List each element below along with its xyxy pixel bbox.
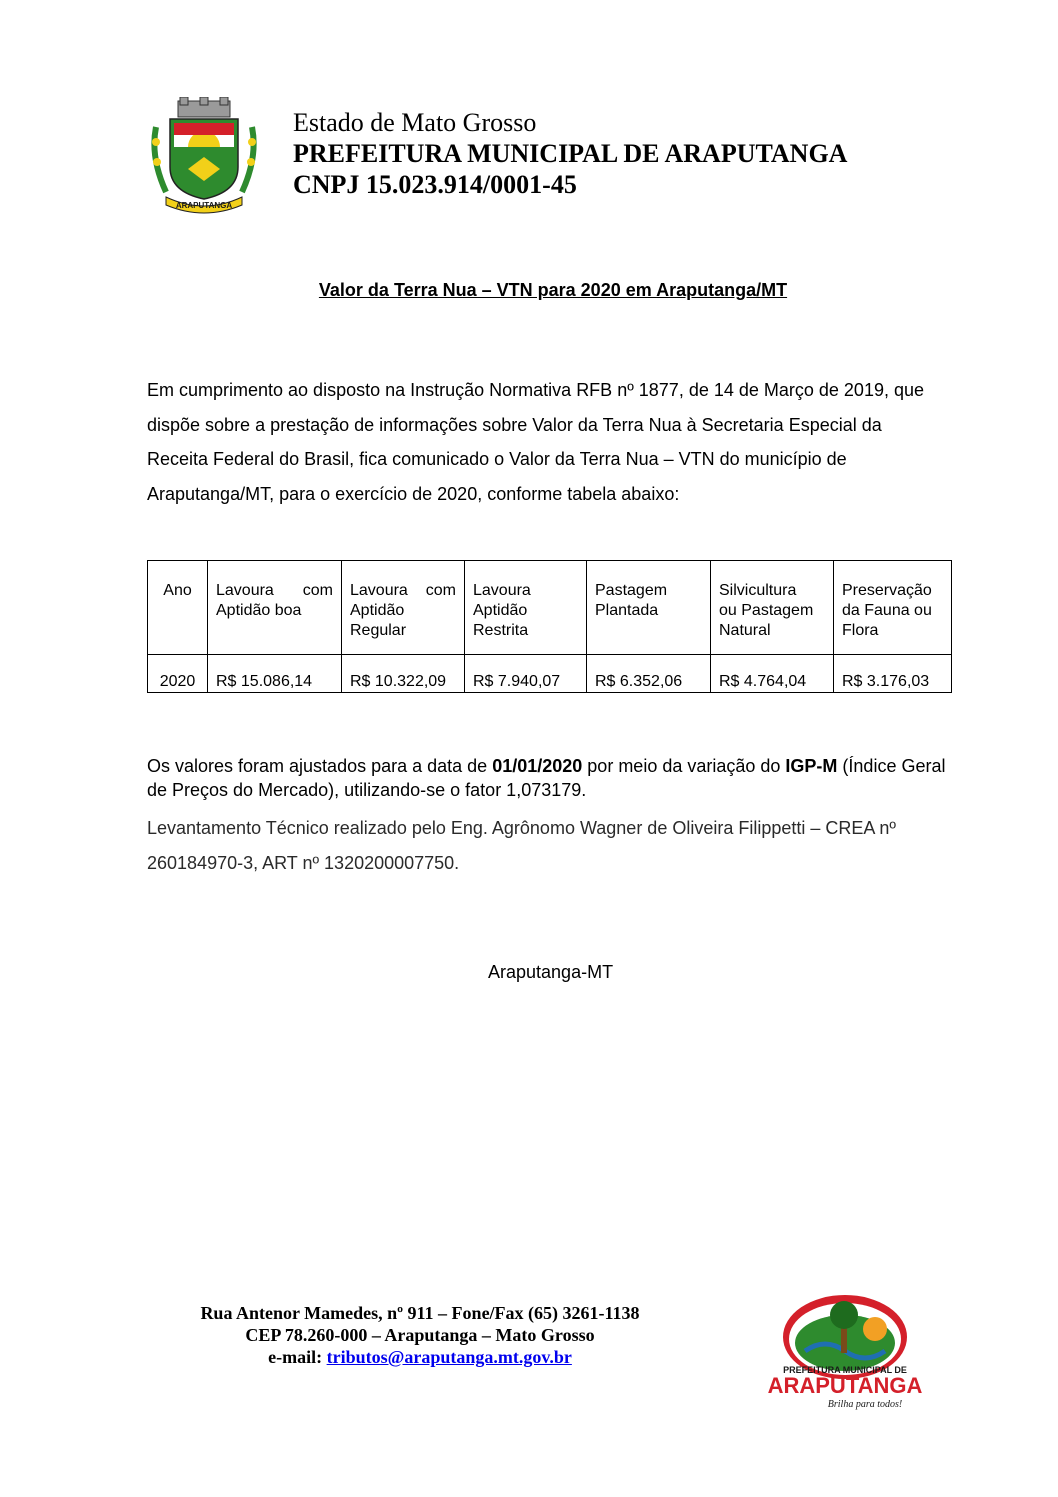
footer-address: Rua Antenor Mamedes, nº 911 – Fone/Fax (65) 3261-1138: [200, 1303, 640, 1323]
cell-silvicultura: R$ 4.764,04: [711, 655, 834, 693]
table-header-row: [148, 561, 952, 655]
cell-lavoura-regular: R$ 10.322,09: [342, 655, 465, 693]
footer-address-block: [160, 1302, 680, 1368]
cell-preservacao: R$ 3.176,03: [834, 655, 952, 693]
table-row: [148, 655, 952, 693]
footer-email-line: e-mail: tributos@araputanga.mt.gov.br: [268, 1347, 572, 1367]
technical-paragraph: Levantamento Técnico realizado pelo Eng. Agrônomo Wagner de Oliveira Filippetti – CREA nº 260184970-3, ART nº 1320200007750.: [147, 818, 896, 873]
vtn-table: [147, 560, 952, 693]
adjust-date: 01/01/2020: [492, 756, 583, 776]
place-signature: Araputanga-MT: [488, 962, 614, 982]
logo-top-text: PREFEITURA MUNICIPAL DE: [783, 1365, 907, 1375]
header-ano: Ano: [148, 561, 208, 655]
adjust-index: IGP-M: [785, 756, 838, 776]
adjustment-paragraph: Os valores foram ajustados para a data de 01/01/2020 por meio da variação do IGP-M (Índice Geral de Preços do Mercado), utilizando-se o fator 1,073179.: [147, 756, 946, 800]
header-lavoura-regular: Lavoura com Aptidão Regular: [342, 561, 465, 655]
intro-paragraph: Em cumprimento ao disposto na Instrução Normativa RFB nº 1877, de 14 de Março de 2019, que dispõe sobre a prestação de informações sobre Valor da Terra Nua à Secretaria Especial da Receita Federal do Brasil, fica comunicado o Valor da Terra Nua – VTN do município de Araputanga/MT, para o exercício de 2020, conforme tabela abaixo:: [147, 380, 924, 504]
header-cnpj: CNPJ 15.023.914/0001-45: [293, 170, 577, 199]
coat-banner-text: ARAPUTANGA: [175, 201, 233, 210]
footer-email-link[interactable]: tributos@araputanga.mt.gov.br: [326, 1347, 572, 1367]
header-lavoura-boa: Lavoura com Aptidão boa: [208, 561, 342, 655]
header-state: Estado de Mato Grosso: [293, 108, 537, 137]
header-pastagem-plantada: Pastagem Plantada: [587, 561, 711, 655]
header-lavoura-restrita: Lavoura Aptidão Restrita: [465, 561, 587, 655]
municipal-logo: [745, 1293, 945, 1413]
header-silvicultura: Silvicultura ou Pastagem Natural: [711, 561, 834, 655]
cell-lavoura-restrita: R$ 7.940,07: [465, 655, 587, 693]
coat-of-arms-logo: [148, 97, 260, 215]
document-title: Valor da Terra Nua – VTN para 2020 em Araputanga/MT: [318, 280, 788, 300]
logo-name: ARAPUTANGA: [767, 1373, 923, 1398]
cell-lavoura-boa: R$ 15.086,14: [208, 655, 342, 693]
cell-ano: 2020: [148, 655, 208, 693]
logo-slogan: Brilha para todos!: [827, 1399, 903, 1410]
header-block: [293, 107, 847, 200]
cell-pastagem-plantada: R$ 6.352,06: [587, 655, 711, 693]
footer-cep: CEP 78.260-000 – Araputanga – Mato Grosso: [245, 1325, 595, 1345]
header-preservacao: Preservação da Fauna ou Flora: [834, 561, 952, 655]
header-municipality: PREFEITURA MUNICIPAL DE ARAPUTANGA: [293, 139, 848, 168]
